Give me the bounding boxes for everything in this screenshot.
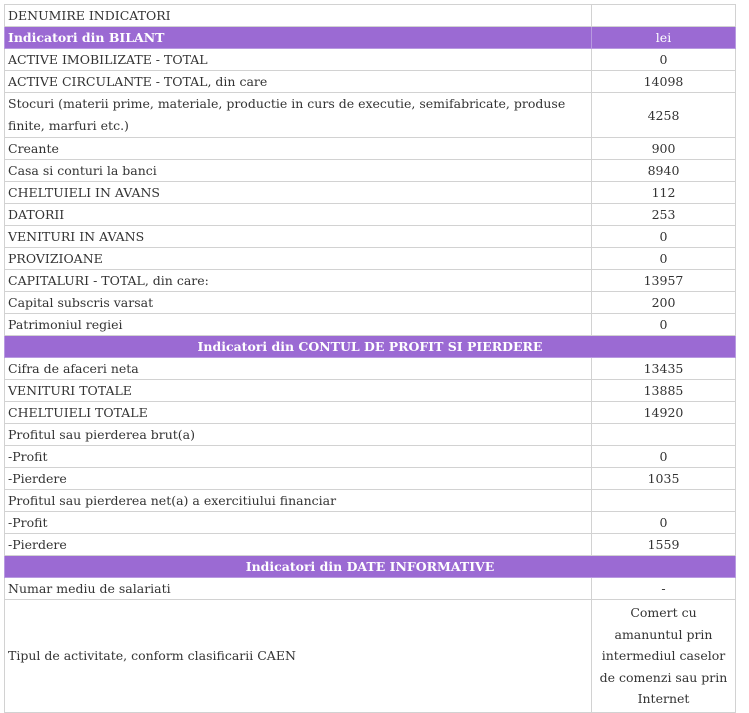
- row-label: Numar mediu de salariati: [5, 578, 592, 600]
- row-value: 112: [592, 182, 736, 204]
- row-value: [592, 490, 736, 512]
- row-label: Creante: [5, 138, 592, 160]
- row-label: Profitul sau pierderea net(a) a exercitiului financiar: [5, 490, 592, 512]
- row-value: Comert cu amanuntul prin intermediul caselor de comenzi sau prin Internet: [592, 600, 736, 713]
- section-bilant: [5, 27, 736, 49]
- row-value: 0: [592, 226, 736, 248]
- row-label: Cifra de afaceri neta: [5, 358, 592, 380]
- table-row: [5, 71, 736, 93]
- row-label: CHELTUIELI TOTALE: [5, 402, 592, 424]
- row-label: -Pierdere: [5, 534, 592, 556]
- row-label: Patrimoniul regiei: [5, 314, 592, 336]
- row-value: 0: [592, 49, 736, 71]
- row-value: 1035: [592, 468, 736, 490]
- row-value: 13435: [592, 358, 736, 380]
- table-row: [5, 314, 736, 336]
- row-label: ACTIVE CIRCULANTE - TOTAL, din care: [5, 71, 592, 93]
- table-row: [5, 49, 736, 71]
- section-unit: lei: [592, 27, 736, 49]
- row-value: 4258: [592, 93, 736, 138]
- section-title: Indicatori din CONTUL DE PROFIT SI PIERDERE: [5, 336, 736, 358]
- table-row: [5, 424, 736, 446]
- table-row: [5, 380, 736, 402]
- row-value: 14098: [592, 71, 736, 93]
- row-value: -: [592, 578, 736, 600]
- table-row: [5, 512, 736, 534]
- row-label: Tipul de activitate, conform clasificarii CAEN: [5, 600, 592, 713]
- row-label: Casa si conturi la banci: [5, 160, 592, 182]
- section-informative: [5, 556, 736, 578]
- row-label: -Profit: [5, 446, 592, 468]
- header-value: [592, 5, 736, 27]
- indicators-table: [4, 4, 736, 713]
- header-row: [5, 5, 736, 27]
- table-row: [5, 270, 736, 292]
- table-row: [5, 182, 736, 204]
- row-label: VENITURI IN AVANS: [5, 226, 592, 248]
- row-value: 13957: [592, 270, 736, 292]
- section-title: Indicatori din BILANT: [5, 27, 592, 49]
- row-label: VENITURI TOTALE: [5, 380, 592, 402]
- table-row: [5, 226, 736, 248]
- row-value: 8940: [592, 160, 736, 182]
- row-label: ACTIVE IMOBILIZATE - TOTAL: [5, 49, 592, 71]
- row-value: 0: [592, 248, 736, 270]
- row-label: Profitul sau pierderea brut(a): [5, 424, 592, 446]
- row-value: 253: [592, 204, 736, 226]
- row-value: 900: [592, 138, 736, 160]
- row-value: 13885: [592, 380, 736, 402]
- row-value: 0: [592, 512, 736, 534]
- table-row: [5, 468, 736, 490]
- row-value: 0: [592, 446, 736, 468]
- table-row: [5, 93, 736, 138]
- row-label: DATORII: [5, 204, 592, 226]
- row-value: 0: [592, 314, 736, 336]
- row-value: 200: [592, 292, 736, 314]
- table-row: [5, 534, 736, 556]
- row-label: -Profit: [5, 512, 592, 534]
- table-row: [5, 204, 736, 226]
- row-label: Capital subscris varsat: [5, 292, 592, 314]
- header-label: DENUMIRE INDICATORI: [5, 5, 592, 27]
- table-row: [5, 248, 736, 270]
- row-label: CAPITALURI - TOTAL, din care:: [5, 270, 592, 292]
- table-row: [5, 402, 736, 424]
- table-row: [5, 490, 736, 512]
- table-row: [5, 292, 736, 314]
- table-row: [5, 138, 736, 160]
- section-profit: [5, 336, 736, 358]
- table-row: [5, 446, 736, 468]
- row-label: Stocuri (materii prime, materiale, productie in curs de executie, semifabricate, produse finite, marfuri etc.): [5, 93, 592, 138]
- table-row: [5, 358, 736, 380]
- table-row: [5, 160, 736, 182]
- row-value: 1559: [592, 534, 736, 556]
- table-row: [5, 600, 736, 713]
- row-value: [592, 424, 736, 446]
- row-value: 14920: [592, 402, 736, 424]
- row-label: PROVIZIOANE: [5, 248, 592, 270]
- table-row: [5, 578, 736, 600]
- row-label: -Pierdere: [5, 468, 592, 490]
- row-label: CHELTUIELI IN AVANS: [5, 182, 592, 204]
- section-title: Indicatori din DATE INFORMATIVE: [5, 556, 736, 578]
